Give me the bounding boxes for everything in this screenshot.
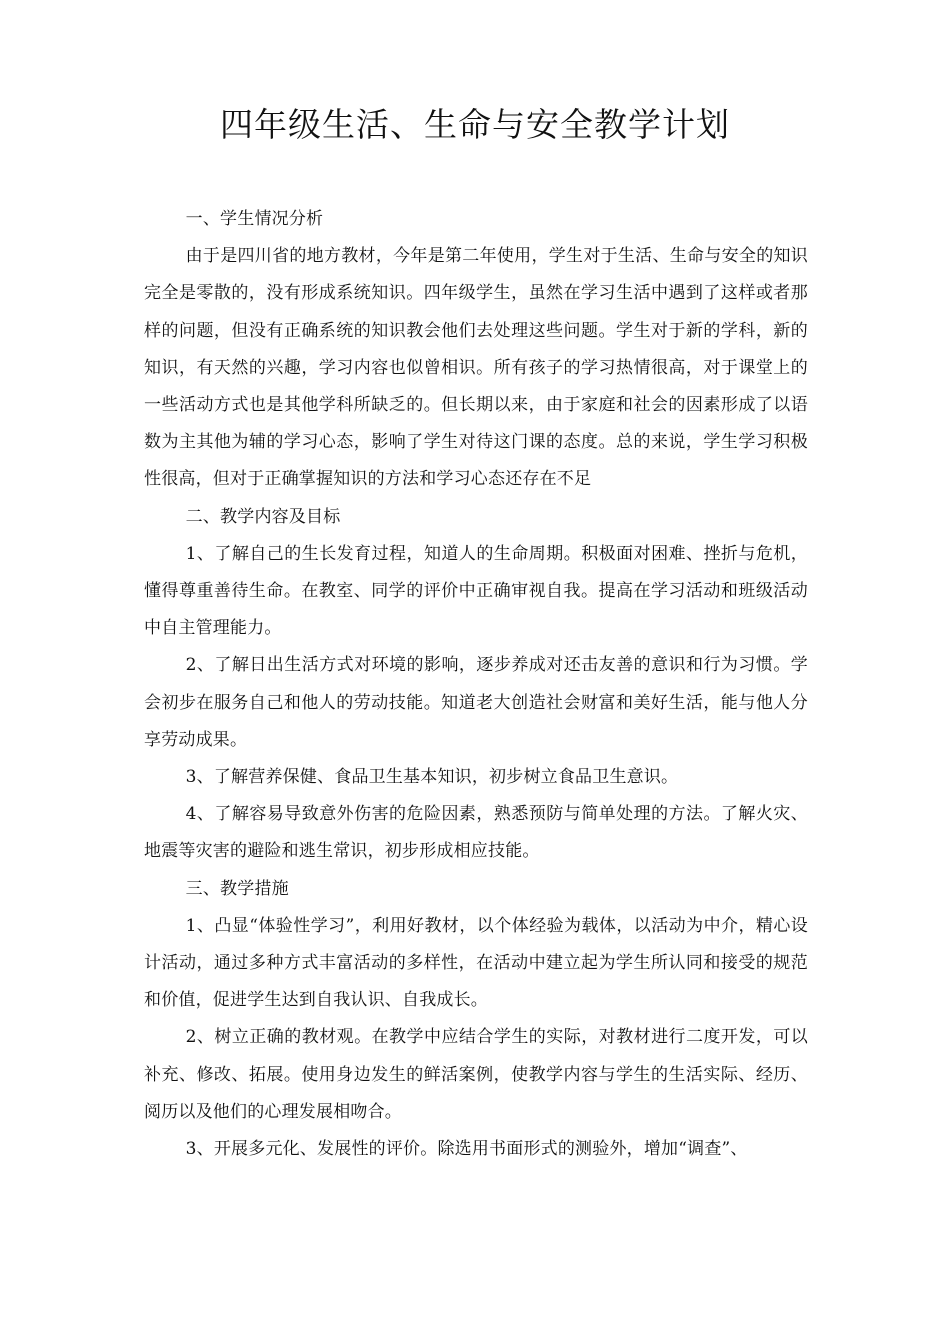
- paragraph-student-analysis: 由于是四川省的地方教材，今年是第二年使用，学生对于生活、生命与安全的知识完全是零散的，没有形成系统知识。四年级学生，虽然在学习生活中遇到了这样或者那样的问题，但没有正确系统的知识教会他们去处理这些问题。学生对于新的学科，新的知识，有天然的兴趣，学习内容也似曾相识。所有孩子的学习热情很高，对于课堂上的一些活动方式也是其他学科所缺乏的。但长期以来，由于家庭和社会的因素形成了以语数为主其他为辅的学习心态，影响了学生对待这门课的态度。总的来说，学生学习积极性很高，但对于正确掌握知识的方法和学习心态还存在不足: [144, 246, 808, 490]
- document-title: 四年级生活、生命与安全教学计划: [220, 105, 730, 144]
- section-heading-content-goals: 二、教学内容及目标: [185, 506, 341, 527]
- paragraph-goal-4: 4、了解容易导致意外伤害的危险因素，熟悉预防与简单处理的方法。了解火灾、地震等灾害的避险和逃生常识，初步形成相应技能。: [144, 804, 808, 862]
- paragraph-goal-1: 1、了解自己的生长发育过程，知道人的生命周期。积极面对困难、挫折与危机，懂得尊重善待生命。在教室、同学的评价中正确审视自我。提高在学习活动和班级活动中自主管理能力。: [144, 543, 808, 639]
- paragraph-measure-3: 3、开展多元化、发展性的评价。除选用书面形式的测验外，增加“调查”、: [185, 1139, 748, 1160]
- paragraph-measure-1: 1、凸显“体验性学习”，利用好教材，以个体经验为载体，以活动为中介，精心设计活动，通过多种方式丰富活动的多样性，在活动中建立起为学生所认同和接受的规范和价值，促进学生达到自我认识、自我成长。: [144, 915, 808, 1011]
- paragraph-measure-2: 2、树立正确的教材观。在教学中应结合学生的实际，对教材进行二度开发，可以补充、修改、拓展。使用身边发生的鲜活案例，使教学内容与学生的生活实际、经历、阅历以及他们的心理发展相吻合。: [144, 1027, 808, 1122]
- section-heading-student-analysis: 一、学生情况分析: [185, 209, 324, 229]
- document-body: [144, 201, 808, 1168]
- paragraph-goal-2: 2、了解日出生活方式对环境的影响，逐步养成对还击友善的意识和行为习惯。学会初步在服务自己和他人的劳动技能。知道老大创造社会财富和美好生活，能与他人分享劳动成果。: [144, 655, 808, 750]
- section-heading-measures: 三、教学措施: [185, 878, 289, 899]
- paragraph-goal-3: 3、了解营养保健、食品卫生基本知识，初步树立食品卫生意识。: [185, 767, 679, 788]
